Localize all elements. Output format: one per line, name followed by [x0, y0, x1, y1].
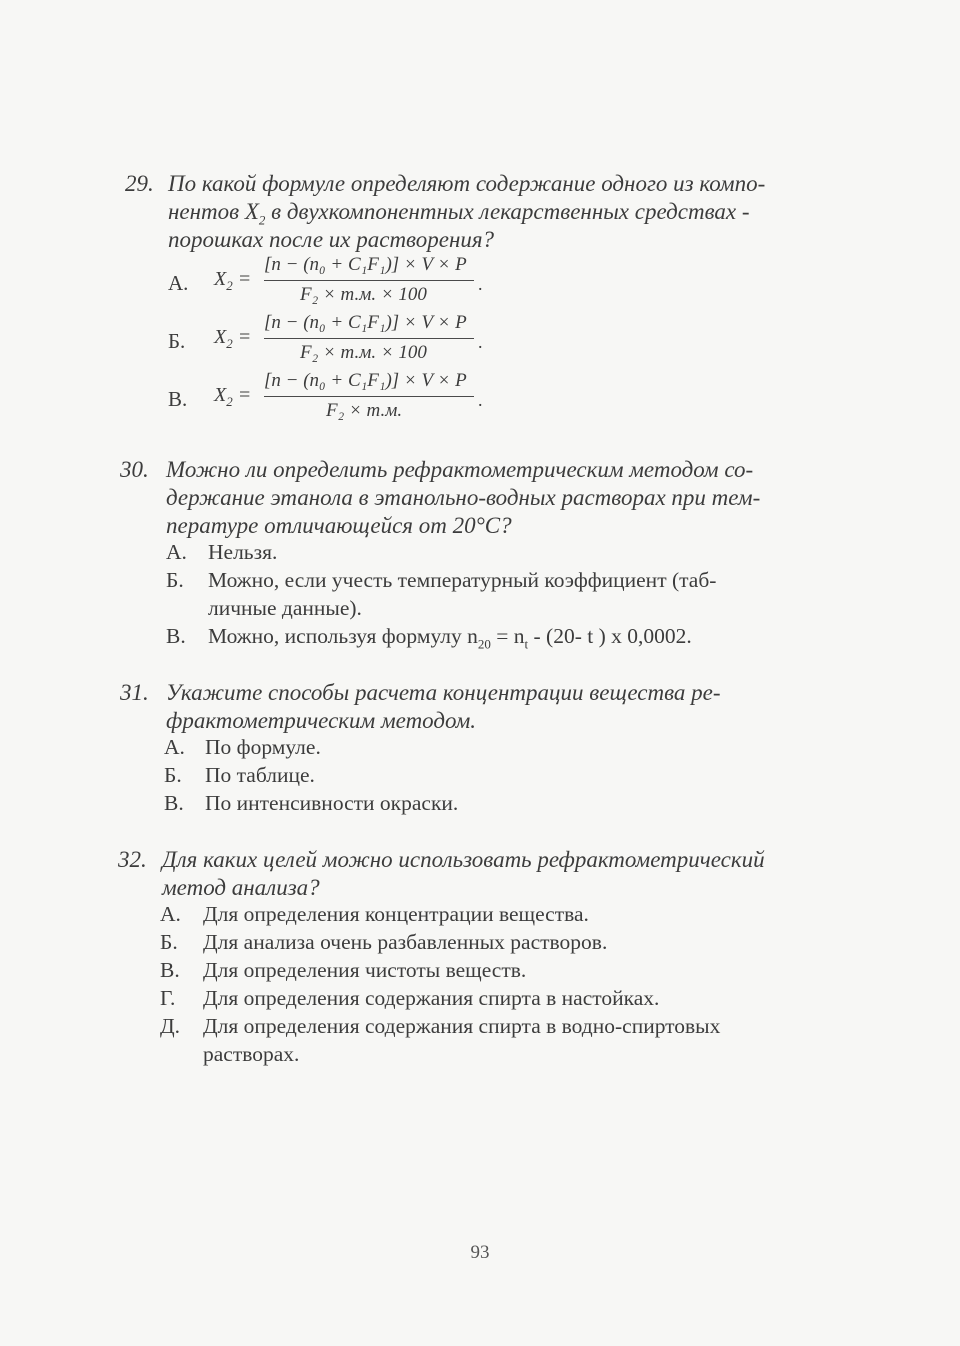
formula-numerator: [n − (n₀ + C₁F₁)] × V × P — [264, 254, 467, 275]
question-text-line: Для каких целей можно использовать рефрактометрический — [162, 847, 765, 872]
option-text: растворах. — [203, 1042, 300, 1066]
option-text: Для анализа очень разбавленных растворов. — [203, 930, 608, 954]
option-text: По интенсивности окраски. — [205, 791, 459, 815]
formula-denominator: F₂ × т.м. × 100 — [300, 284, 427, 305]
option-label: В. — [168, 387, 188, 411]
formula-denominator: F₂ × т.м. — [326, 400, 403, 421]
option-label: Г. — [160, 986, 176, 1010]
option-label: А. — [160, 902, 181, 926]
option-text: Для определения содержания спирта в настойках. — [203, 986, 660, 1010]
question-text-line: Укажите способы расчета концентрации вещества ре- — [166, 680, 721, 705]
question-text-line: нентов $X_2$ в двухкомпонентных лекарственных средствах - — [168, 199, 750, 228]
option-label: Б. — [160, 930, 178, 954]
formula-numerator: [n − (n₀ + C₁F₁)] × V × P — [264, 312, 467, 333]
option-label: Д. — [160, 1014, 181, 1038]
option-text: Нельзя. — [208, 540, 278, 564]
formula-option-a — [0, 254, 960, 312]
option-label: А. — [168, 271, 189, 295]
option-text: По формуле. — [205, 735, 321, 759]
question-text-line: фрактометрическим методом. — [166, 708, 477, 733]
formula-option-b — [0, 312, 960, 370]
option-text: Можно, если учесть температурный коэффициент (таб- — [208, 568, 717, 592]
question-text-line: пературе отличающейся от 20°С? — [166, 513, 512, 538]
question-text-line: порошках после их растворения? — [168, 227, 495, 252]
formula-denominator: F₂ × т.м. × 100 — [300, 342, 427, 363]
option-text: Можно, используя формулу $n_{20} = n_t - (20-$ t ) x 0,0002. — [208, 624, 692, 652]
page-number: 93 — [470, 1242, 490, 1263]
question-text-line: Можно ли определить рефрактометрическим методом со- — [166, 457, 754, 482]
option-text: Для определения содержания спирта в водно-спиртовых — [203, 1014, 721, 1038]
question-number: 30. — [120, 457, 149, 482]
option-text: По таблице. — [205, 763, 315, 787]
formula-end: . — [478, 274, 483, 294]
option-label: А. — [164, 735, 185, 759]
question-number: 29. — [125, 171, 154, 196]
option-label: Б. — [164, 763, 182, 787]
formula-option-c — [0, 370, 960, 428]
formula-numerator: [n − (n₀ + C₁F₁)] × V × P — [264, 370, 467, 391]
option-label: В. — [166, 624, 186, 648]
option-text: Для определения чистоты веществ. — [203, 958, 527, 982]
formula-end: . — [478, 332, 483, 352]
option-label: Б. — [166, 568, 184, 592]
formula-lhs: $X_2$ = — [214, 268, 252, 293]
question-text-line: держание этанола в этанольно-водных растворах при тем- — [166, 485, 761, 510]
option-text: Для определения концентрации вещества. — [203, 902, 589, 926]
question-text-line: По какой формуле определяют содержание одного из компо- — [168, 171, 766, 196]
formula-lhs: $X_2$ = — [214, 326, 252, 351]
option-label: В. — [164, 791, 184, 815]
option-label: А. — [166, 540, 187, 564]
question-number: 32. — [118, 847, 147, 872]
fraction-bar — [264, 338, 474, 339]
option-text: личные данные). — [208, 596, 362, 620]
question-text-line: метод анализа? — [162, 875, 320, 900]
formula-lhs: $X_2$ = — [214, 384, 252, 409]
question-number: 31. — [120, 680, 149, 705]
fraction-bar — [264, 396, 474, 397]
fraction-bar — [264, 280, 474, 281]
option-label: Б. — [168, 329, 186, 353]
option-label: В. — [160, 958, 180, 982]
formula-end: . — [478, 390, 483, 410]
